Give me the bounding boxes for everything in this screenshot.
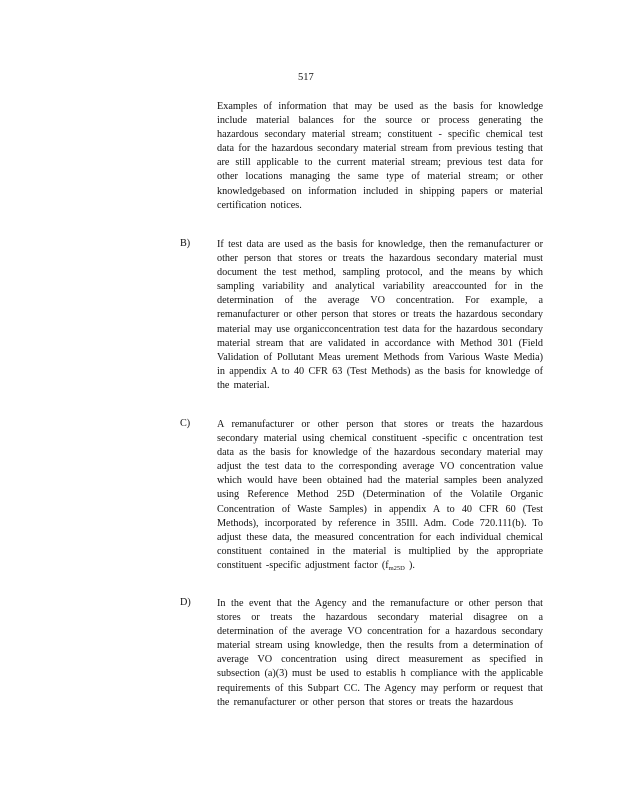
item-c-text: A remanufacturer or other person that stores or treats the hazardous secondary material using chemical constituent -specific c oncentration test data as the basis for knowledge of the hazardous secondary material may adjust the test data to the corresponding average VO concentration value which would have been obtained had the material samples been analyzed using Reference Method 25D (Determination of the Volatile Organic Concentration of Waste Samples) in appendix A to 40 CFR 60 (Test Methods), incorporated by reference in 35Ill. Adm. Code 720.111(b). To adjust these data, the measured concentration for each individual chemical constituent contained in the material is multiplied by the appropriate constituent -specific adjustment factor (f <box>217 419 543 571</box>
item-c-label: C) <box>180 418 191 429</box>
item-d-label: D) <box>180 597 191 608</box>
item-b-paragraph: If test data are used as the basis for knowledge, then the remanufacturer or other person that stores or treats the hazardous secondary material must document the test method, sampling protocol, and the means by which sampling variability and analytical variability areaccounted for in the determination of the average VO concentration. For example, a remanufacturer or other person that stores or treats the hazardous secondary material may use organicconcentration test data for the hazardous secondary material stream that are validated in accordance with Method 301 (Field Validation of Pollutant Meas urement Methods from Various Waste Media) in appendix A to 40 CFR 63 (Test Methods) as the basis for knowledge of the material. <box>217 239 543 391</box>
item-c-subscript: m25D <box>388 564 405 572</box>
item-b-label: B) <box>180 238 191 249</box>
item-c-text-end: ). <box>404 559 415 571</box>
page-number: 517 <box>298 72 314 83</box>
item-c-paragraph <box>217 418 543 576</box>
intro-paragraph: Examples of information that may be used as the basis for knowledge include material balances for the source or process generating the hazardous secondary material stream; constituent - specific chemical test data for the hazardous secondary material stream from previous testing that are still applicable to the current material stream; previous test data for other locations managing the same type of material stream; or other knowledgebased on information included in shipping papers or material certification notices. <box>217 101 543 211</box>
item-d-paragraph: In the event that the Agency and the remanufacture or other person that stores or treats the hazardous secondary material disagree on a determination of the average VO concentration for a hazardous secondary material stream using knowledge, then the results from a determination of average VO concentration using direct measurement as specified in subsection (a)(3) must be used to establis h compliance with the applicable requirements of this Subpart CC. The Agency may perform or request that the remanufacturer or other person that stores or treats the hazardous <box>217 598 543 708</box>
